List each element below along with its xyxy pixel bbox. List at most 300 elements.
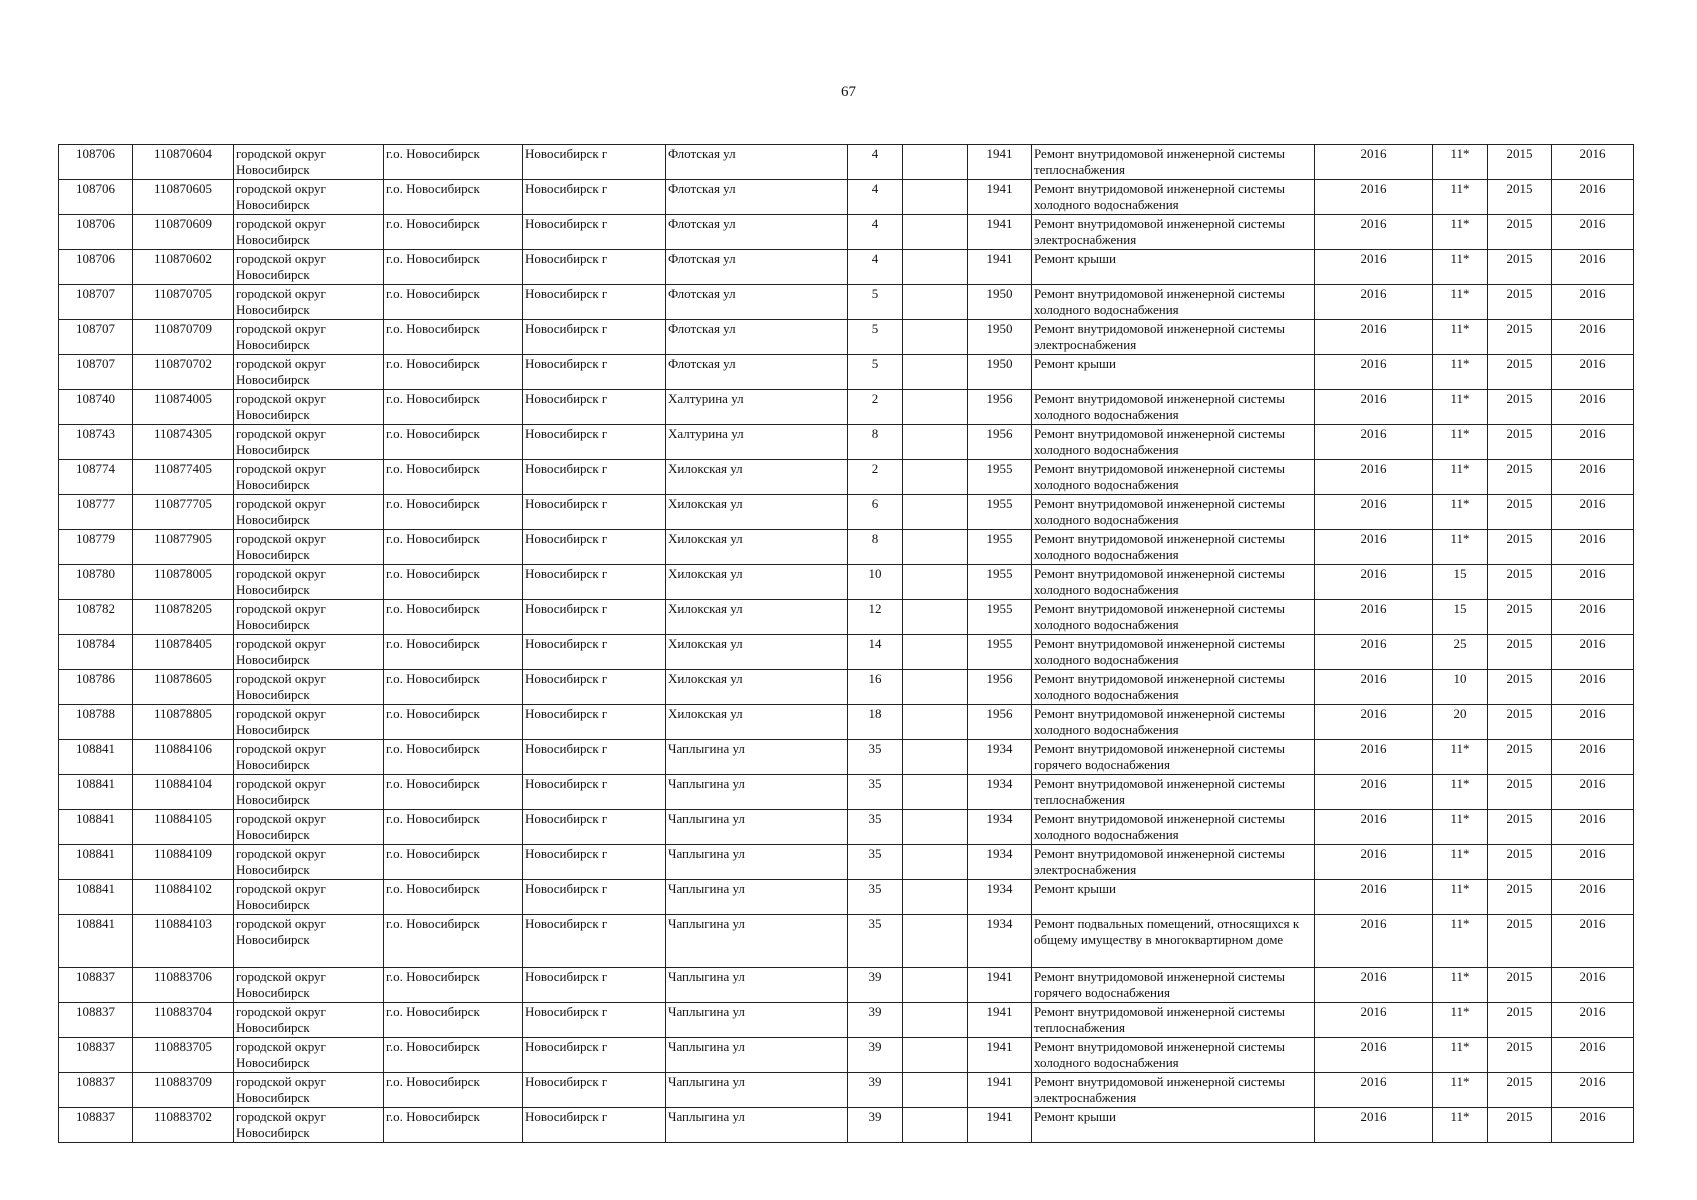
- table-row: [59, 600, 1634, 635]
- cell-plan-year: 2016: [1315, 635, 1433, 670]
- cell-building: [903, 250, 968, 285]
- cell-start-year: 2015: [1488, 845, 1552, 880]
- cell-end-year: 2016: [1552, 915, 1634, 968]
- cell-building: [903, 285, 968, 320]
- cell-building: [903, 145, 968, 180]
- cell-municipality: городской округ Новосибирск: [234, 390, 384, 425]
- cell-end-year: 2016: [1552, 250, 1634, 285]
- cell-municipal-district: г.о. Новосибирск: [384, 145, 523, 180]
- cell-work-type: Ремонт внутридомовой инженерной системы холодного водоснабжения: [1032, 810, 1315, 845]
- cell-year-built: 1950: [968, 355, 1032, 390]
- cell-house-id: 108782: [59, 600, 133, 635]
- cell-work-id: 110870604: [133, 145, 234, 180]
- cell-municipal-district: г.о. Новосибирск: [384, 705, 523, 740]
- cell-street: Хилокская ул: [666, 705, 848, 740]
- table-row: [59, 530, 1634, 565]
- cell-municipality: городской округ Новосибирск: [234, 968, 384, 1003]
- cell-building: [903, 320, 968, 355]
- table-row: [59, 880, 1634, 915]
- cell-street: Флотская ул: [666, 355, 848, 390]
- cell-settlement: Новосибирск г: [523, 495, 666, 530]
- cell-house-number: 12: [848, 600, 903, 635]
- cell-building: [903, 390, 968, 425]
- cell-work-type: Ремонт подвальных помещений, относящихся к общему имуществу в многоквартирном доме: [1032, 915, 1315, 968]
- cell-end-year: 2016: [1552, 1003, 1634, 1038]
- cell-house-id: 108841: [59, 810, 133, 845]
- cell-start-year: 2015: [1488, 810, 1552, 845]
- cell-end-year: 2016: [1552, 495, 1634, 530]
- cell-house-number: 6: [848, 495, 903, 530]
- cell-house-id: 108841: [59, 845, 133, 880]
- cell-building: [903, 880, 968, 915]
- cell-municipal-district: г.о. Новосибирск: [384, 740, 523, 775]
- cell-municipality: городской округ Новосибирск: [234, 320, 384, 355]
- cell-settlement: Новосибирск г: [523, 565, 666, 600]
- cell-house-id: 108707: [59, 320, 133, 355]
- cell-house-id: 108743: [59, 425, 133, 460]
- cell-work-type: Ремонт внутридомовой инженерной системы холодного водоснабжения: [1032, 425, 1315, 460]
- cell-work-id: 110870702: [133, 355, 234, 390]
- cell-municipality: городской округ Новосибирск: [234, 635, 384, 670]
- cell-work-id: 110874305: [133, 425, 234, 460]
- cell-cost-code: 11*: [1433, 390, 1488, 425]
- cell-building: [903, 600, 968, 635]
- cell-cost-code: 11*: [1433, 215, 1488, 250]
- cell-building: [903, 180, 968, 215]
- cell-street: Хилокская ул: [666, 460, 848, 495]
- cell-cost-code: 11*: [1433, 425, 1488, 460]
- cell-start-year: 2015: [1488, 1038, 1552, 1073]
- cell-house-number: 4: [848, 180, 903, 215]
- cell-municipal-district: г.о. Новосибирск: [384, 915, 523, 968]
- cell-settlement: Новосибирск г: [523, 530, 666, 565]
- cell-house-number: 39: [848, 1073, 903, 1108]
- table-row: [59, 390, 1634, 425]
- cell-street: Чаплыгина ул: [666, 1108, 848, 1143]
- cell-end-year: 2016: [1552, 285, 1634, 320]
- cell-municipality: городской округ Новосибирск: [234, 705, 384, 740]
- cell-work-type: Ремонт внутридомовой инженерной системы холодного водоснабжения: [1032, 635, 1315, 670]
- cell-year-built: 1934: [968, 740, 1032, 775]
- cell-start-year: 2015: [1488, 530, 1552, 565]
- cell-cost-code: 11*: [1433, 180, 1488, 215]
- table-row: [59, 285, 1634, 320]
- cell-municipal-district: г.о. Новосибирск: [384, 180, 523, 215]
- cell-municipality: городской округ Новосибирск: [234, 740, 384, 775]
- cell-house-id: 108780: [59, 565, 133, 600]
- cell-street: Чаплыгина ул: [666, 1073, 848, 1108]
- cell-end-year: 2016: [1552, 775, 1634, 810]
- cell-house-id: 108707: [59, 285, 133, 320]
- cell-work-type: Ремонт внутридомовой инженерной системы холодного водоснабжения: [1032, 705, 1315, 740]
- table-row: [59, 355, 1634, 390]
- cell-plan-year: 2016: [1315, 355, 1433, 390]
- cell-house-number: 5: [848, 285, 903, 320]
- cell-year-built: 1941: [968, 1108, 1032, 1143]
- cell-year-built: 1941: [968, 1038, 1032, 1073]
- cell-year-built: 1955: [968, 600, 1032, 635]
- cell-cost-code: 15: [1433, 600, 1488, 635]
- cell-municipality: городской округ Новосибирск: [234, 915, 384, 968]
- cell-street: Халтурина ул: [666, 425, 848, 460]
- cell-municipality: городской округ Новосибирск: [234, 215, 384, 250]
- cell-end-year: 2016: [1552, 180, 1634, 215]
- cell-cost-code: 11*: [1433, 968, 1488, 1003]
- cell-start-year: 2015: [1488, 250, 1552, 285]
- cell-settlement: Новосибирск г: [523, 915, 666, 968]
- cell-end-year: 2016: [1552, 1108, 1634, 1143]
- cell-cost-code: 11*: [1433, 845, 1488, 880]
- cell-settlement: Новосибирск г: [523, 425, 666, 460]
- cell-cost-code: 11*: [1433, 320, 1488, 355]
- cell-municipality: городской округ Новосибирск: [234, 1003, 384, 1038]
- cell-work-type: Ремонт внутридомовой инженерной системы горячего водоснабжения: [1032, 740, 1315, 775]
- cell-plan-year: 2016: [1315, 495, 1433, 530]
- cell-municipality: городской округ Новосибирск: [234, 495, 384, 530]
- cell-plan-year: 2016: [1315, 705, 1433, 740]
- cell-cost-code: 11*: [1433, 145, 1488, 180]
- cell-municipal-district: г.о. Новосибирск: [384, 565, 523, 600]
- cell-year-built: 1934: [968, 915, 1032, 968]
- cell-start-year: 2015: [1488, 880, 1552, 915]
- cell-work-type: Ремонт внутридомовой инженерной системы электроснабжения: [1032, 320, 1315, 355]
- cell-municipal-district: г.о. Новосибирск: [384, 968, 523, 1003]
- table-row: [59, 775, 1634, 810]
- cell-municipal-district: г.о. Новосибирск: [384, 530, 523, 565]
- cell-work-type: Ремонт внутридомовой инженерной системы холодного водоснабжения: [1032, 460, 1315, 495]
- cell-start-year: 2015: [1488, 1073, 1552, 1108]
- table-row: [59, 460, 1634, 495]
- cell-building: [903, 775, 968, 810]
- cell-building: [903, 460, 968, 495]
- cell-municipal-district: г.о. Новосибирск: [384, 810, 523, 845]
- cell-plan-year: 2016: [1315, 145, 1433, 180]
- cell-work-id: 110877905: [133, 530, 234, 565]
- cell-year-built: 1956: [968, 390, 1032, 425]
- cell-municipal-district: г.о. Новосибирск: [384, 775, 523, 810]
- cell-year-built: 1941: [968, 215, 1032, 250]
- cell-municipal-district: г.о. Новосибирск: [384, 1038, 523, 1073]
- cell-cost-code: 11*: [1433, 1108, 1488, 1143]
- cell-plan-year: 2016: [1315, 670, 1433, 705]
- cell-end-year: 2016: [1552, 635, 1634, 670]
- cell-street: Чаплыгина ул: [666, 968, 848, 1003]
- table-row: [59, 968, 1634, 1003]
- cell-house-id: 108706: [59, 145, 133, 180]
- cell-work-id: 110870609: [133, 215, 234, 250]
- cell-house-id: 108841: [59, 915, 133, 968]
- cell-work-type: Ремонт внутридомовой инженерной системы холодного водоснабжения: [1032, 495, 1315, 530]
- cell-house-id: 108837: [59, 1073, 133, 1108]
- cell-work-type: Ремонт крыши: [1032, 1108, 1315, 1143]
- cell-work-id: 110877705: [133, 495, 234, 530]
- cell-plan-year: 2016: [1315, 390, 1433, 425]
- cell-end-year: 2016: [1552, 968, 1634, 1003]
- cell-work-id: 110874005: [133, 390, 234, 425]
- cell-plan-year: 2016: [1315, 530, 1433, 565]
- cell-municipality: городской округ Новосибирск: [234, 355, 384, 390]
- cell-settlement: Новосибирск г: [523, 635, 666, 670]
- cell-end-year: 2016: [1552, 600, 1634, 635]
- cell-work-id: 110870602: [133, 250, 234, 285]
- cell-start-year: 2015: [1488, 635, 1552, 670]
- cell-start-year: 2015: [1488, 425, 1552, 460]
- cell-end-year: 2016: [1552, 320, 1634, 355]
- cell-work-type: Ремонт крыши: [1032, 355, 1315, 390]
- cell-end-year: 2016: [1552, 810, 1634, 845]
- cell-year-built: 1941: [968, 1073, 1032, 1108]
- cell-cost-code: 11*: [1433, 810, 1488, 845]
- cell-house-id: 108837: [59, 1108, 133, 1143]
- cell-work-id: 110884105: [133, 810, 234, 845]
- cell-plan-year: 2016: [1315, 968, 1433, 1003]
- cell-building: [903, 968, 968, 1003]
- cell-house-number: 5: [848, 355, 903, 390]
- cell-end-year: 2016: [1552, 565, 1634, 600]
- cell-end-year: 2016: [1552, 355, 1634, 390]
- cell-cost-code: 11*: [1433, 1073, 1488, 1108]
- cell-municipal-district: г.о. Новосибирск: [384, 425, 523, 460]
- cell-building: [903, 915, 968, 968]
- cell-work-id: 110884104: [133, 775, 234, 810]
- table-row: [59, 250, 1634, 285]
- cell-municipal-district: г.о. Новосибирск: [384, 355, 523, 390]
- cell-settlement: Новосибирск г: [523, 145, 666, 180]
- cell-house-number: 39: [848, 1003, 903, 1038]
- cell-year-built: 1934: [968, 880, 1032, 915]
- cell-municipal-district: г.о. Новосибирск: [384, 390, 523, 425]
- cell-work-type: Ремонт внутридомовой инженерной системы теплоснабжения: [1032, 1003, 1315, 1038]
- cell-work-id: 110878605: [133, 670, 234, 705]
- cell-municipal-district: г.о. Новосибирск: [384, 845, 523, 880]
- cell-municipal-district: г.о. Новосибирск: [384, 1073, 523, 1108]
- cell-municipality: городской округ Новосибирск: [234, 250, 384, 285]
- cell-house-number: 39: [848, 1108, 903, 1143]
- cell-plan-year: 2016: [1315, 880, 1433, 915]
- cell-year-built: 1950: [968, 320, 1032, 355]
- cell-cost-code: 15: [1433, 565, 1488, 600]
- cell-year-built: 1955: [968, 565, 1032, 600]
- cell-settlement: Новосибирск г: [523, 1108, 666, 1143]
- table-row: [59, 635, 1634, 670]
- cell-start-year: 2015: [1488, 705, 1552, 740]
- cell-start-year: 2015: [1488, 740, 1552, 775]
- cell-work-type: Ремонт внутридомовой инженерной системы холодного водоснабжения: [1032, 180, 1315, 215]
- cell-start-year: 2015: [1488, 180, 1552, 215]
- cell-municipality: городской округ Новосибирск: [234, 145, 384, 180]
- cell-plan-year: 2016: [1315, 285, 1433, 320]
- cell-settlement: Новосибирск г: [523, 215, 666, 250]
- cell-plan-year: 2016: [1315, 810, 1433, 845]
- cell-work-id: 110883706: [133, 968, 234, 1003]
- cell-building: [903, 845, 968, 880]
- cell-building: [903, 1073, 968, 1108]
- table-row: [59, 670, 1634, 705]
- cell-municipality: городской округ Новосибирск: [234, 880, 384, 915]
- cell-plan-year: 2016: [1315, 845, 1433, 880]
- cell-house-id: 108784: [59, 635, 133, 670]
- cell-end-year: 2016: [1552, 740, 1634, 775]
- cell-house-number: 5: [848, 320, 903, 355]
- cell-street: Халтурина ул: [666, 390, 848, 425]
- cell-work-id: 110883705: [133, 1038, 234, 1073]
- cell-municipal-district: г.о. Новосибирск: [384, 670, 523, 705]
- cell-end-year: 2016: [1552, 425, 1634, 460]
- table-row: [59, 425, 1634, 460]
- cell-end-year: 2016: [1552, 1073, 1634, 1108]
- cell-house-number: 10: [848, 565, 903, 600]
- cell-work-id: 110878405: [133, 635, 234, 670]
- cell-settlement: Новосибирск г: [523, 600, 666, 635]
- cell-cost-code: 11*: [1433, 250, 1488, 285]
- cell-house-id: 108837: [59, 1003, 133, 1038]
- cell-street: Чаплыгина ул: [666, 1003, 848, 1038]
- cell-street: Хилокская ул: [666, 635, 848, 670]
- cell-house-number: 2: [848, 460, 903, 495]
- cell-start-year: 2015: [1488, 565, 1552, 600]
- cell-start-year: 2015: [1488, 460, 1552, 495]
- cell-municipality: городской округ Новосибирск: [234, 530, 384, 565]
- table-row: [59, 180, 1634, 215]
- cell-building: [903, 1038, 968, 1073]
- cell-municipal-district: г.о. Новосибирск: [384, 215, 523, 250]
- cell-end-year: 2016: [1552, 460, 1634, 495]
- cell-house-id: 108707: [59, 355, 133, 390]
- table-row: [59, 215, 1634, 250]
- cell-year-built: 1956: [968, 705, 1032, 740]
- cell-settlement: Новосибирск г: [523, 355, 666, 390]
- cell-municipality: городской округ Новосибирск: [234, 845, 384, 880]
- table-row: [59, 705, 1634, 740]
- cell-municipality: городской округ Новосибирск: [234, 1073, 384, 1108]
- table-row: [59, 565, 1634, 600]
- cell-year-built: 1956: [968, 425, 1032, 460]
- cell-work-type: Ремонт внутридомовой инженерной системы холодного водоснабжения: [1032, 390, 1315, 425]
- cell-start-year: 2015: [1488, 1003, 1552, 1038]
- cell-house-id: 108841: [59, 775, 133, 810]
- cell-year-built: 1934: [968, 810, 1032, 845]
- cell-plan-year: 2016: [1315, 250, 1433, 285]
- cell-street: Флотская ул: [666, 320, 848, 355]
- cell-house-number: 35: [848, 880, 903, 915]
- cell-end-year: 2016: [1552, 145, 1634, 180]
- cell-settlement: Новосибирск г: [523, 740, 666, 775]
- cell-work-type: Ремонт внутридомовой инженерной системы холодного водоснабжения: [1032, 1038, 1315, 1073]
- cell-settlement: Новосибирск г: [523, 705, 666, 740]
- cell-building: [903, 565, 968, 600]
- table-row: [59, 1073, 1634, 1108]
- cell-plan-year: 2016: [1315, 565, 1433, 600]
- table-row: [59, 810, 1634, 845]
- cell-cost-code: 11*: [1433, 740, 1488, 775]
- cell-building: [903, 1108, 968, 1143]
- cell-year-built: 1941: [968, 968, 1032, 1003]
- cell-cost-code: 11*: [1433, 355, 1488, 390]
- cell-work-type: Ремонт крыши: [1032, 880, 1315, 915]
- cell-settlement: Новосибирск г: [523, 460, 666, 495]
- cell-house-number: 35: [848, 810, 903, 845]
- cell-settlement: Новосибирск г: [523, 1073, 666, 1108]
- table-body: [59, 145, 1634, 1143]
- cell-street: Хилокская ул: [666, 600, 848, 635]
- cell-year-built: 1941: [968, 180, 1032, 215]
- cell-settlement: Новосибирск г: [523, 968, 666, 1003]
- cell-building: [903, 670, 968, 705]
- cell-cost-code: 11*: [1433, 775, 1488, 810]
- cell-settlement: Новосибирск г: [523, 775, 666, 810]
- cell-municipal-district: г.о. Новосибирск: [384, 635, 523, 670]
- cell-end-year: 2016: [1552, 215, 1634, 250]
- cell-house-number: 35: [848, 740, 903, 775]
- cell-start-year: 2015: [1488, 495, 1552, 530]
- cell-building: [903, 1003, 968, 1038]
- cell-work-id: 110884106: [133, 740, 234, 775]
- cell-end-year: 2016: [1552, 1038, 1634, 1073]
- cell-work-id: 110878205: [133, 600, 234, 635]
- cell-house-number: 16: [848, 670, 903, 705]
- cell-building: [903, 740, 968, 775]
- cell-municipal-district: г.о. Новосибирск: [384, 1108, 523, 1143]
- table-row: [59, 1003, 1634, 1038]
- cell-municipality: городской округ Новосибирск: [234, 670, 384, 705]
- cell-work-type: Ремонт внутридомовой инженерной системы электроснабжения: [1032, 1073, 1315, 1108]
- cell-work-id: 110877405: [133, 460, 234, 495]
- cell-work-id: 110878005: [133, 565, 234, 600]
- cell-house-id: 108706: [59, 250, 133, 285]
- cell-work-type: Ремонт крыши: [1032, 250, 1315, 285]
- cell-municipality: городской округ Новосибирск: [234, 425, 384, 460]
- cell-house-number: 35: [848, 845, 903, 880]
- cell-street: Хилокская ул: [666, 565, 848, 600]
- cell-year-built: 1934: [968, 845, 1032, 880]
- cell-end-year: 2016: [1552, 530, 1634, 565]
- cell-street: Чаплыгина ул: [666, 775, 848, 810]
- cell-house-id: 108841: [59, 740, 133, 775]
- cell-house-id: 108706: [59, 215, 133, 250]
- cell-house-number: 39: [848, 968, 903, 1003]
- cell-street: Хилокская ул: [666, 670, 848, 705]
- table-row: [59, 845, 1634, 880]
- cell-settlement: Новосибирск г: [523, 810, 666, 845]
- cell-work-id: 110884109: [133, 845, 234, 880]
- cell-settlement: Новосибирск г: [523, 670, 666, 705]
- table-row: [59, 320, 1634, 355]
- cell-house-id: 108777: [59, 495, 133, 530]
- cell-settlement: Новосибирск г: [523, 880, 666, 915]
- cell-house-number: 4: [848, 145, 903, 180]
- cell-house-number: 8: [848, 530, 903, 565]
- cell-house-id: 108837: [59, 1038, 133, 1073]
- cell-plan-year: 2016: [1315, 460, 1433, 495]
- cell-municipal-district: г.о. Новосибирск: [384, 1003, 523, 1038]
- cell-municipal-district: г.о. Новосибирск: [384, 880, 523, 915]
- cell-work-id: 110884102: [133, 880, 234, 915]
- cell-cost-code: 11*: [1433, 530, 1488, 565]
- cell-house-id: 108837: [59, 968, 133, 1003]
- cell-work-id: 110870605: [133, 180, 234, 215]
- cell-house-id: 108841: [59, 880, 133, 915]
- cell-plan-year: 2016: [1315, 1073, 1433, 1108]
- cell-cost-code: 11*: [1433, 285, 1488, 320]
- cell-work-type: Ремонт внутридомовой инженерной системы электроснабжения: [1032, 845, 1315, 880]
- cell-year-built: 1941: [968, 250, 1032, 285]
- cell-work-type: Ремонт внутридомовой инженерной системы теплоснабжения: [1032, 145, 1315, 180]
- cell-settlement: Новосибирск г: [523, 1003, 666, 1038]
- cell-start-year: 2015: [1488, 145, 1552, 180]
- cell-house-id: 108788: [59, 705, 133, 740]
- cell-street: Флотская ул: [666, 215, 848, 250]
- cell-house-number: 4: [848, 250, 903, 285]
